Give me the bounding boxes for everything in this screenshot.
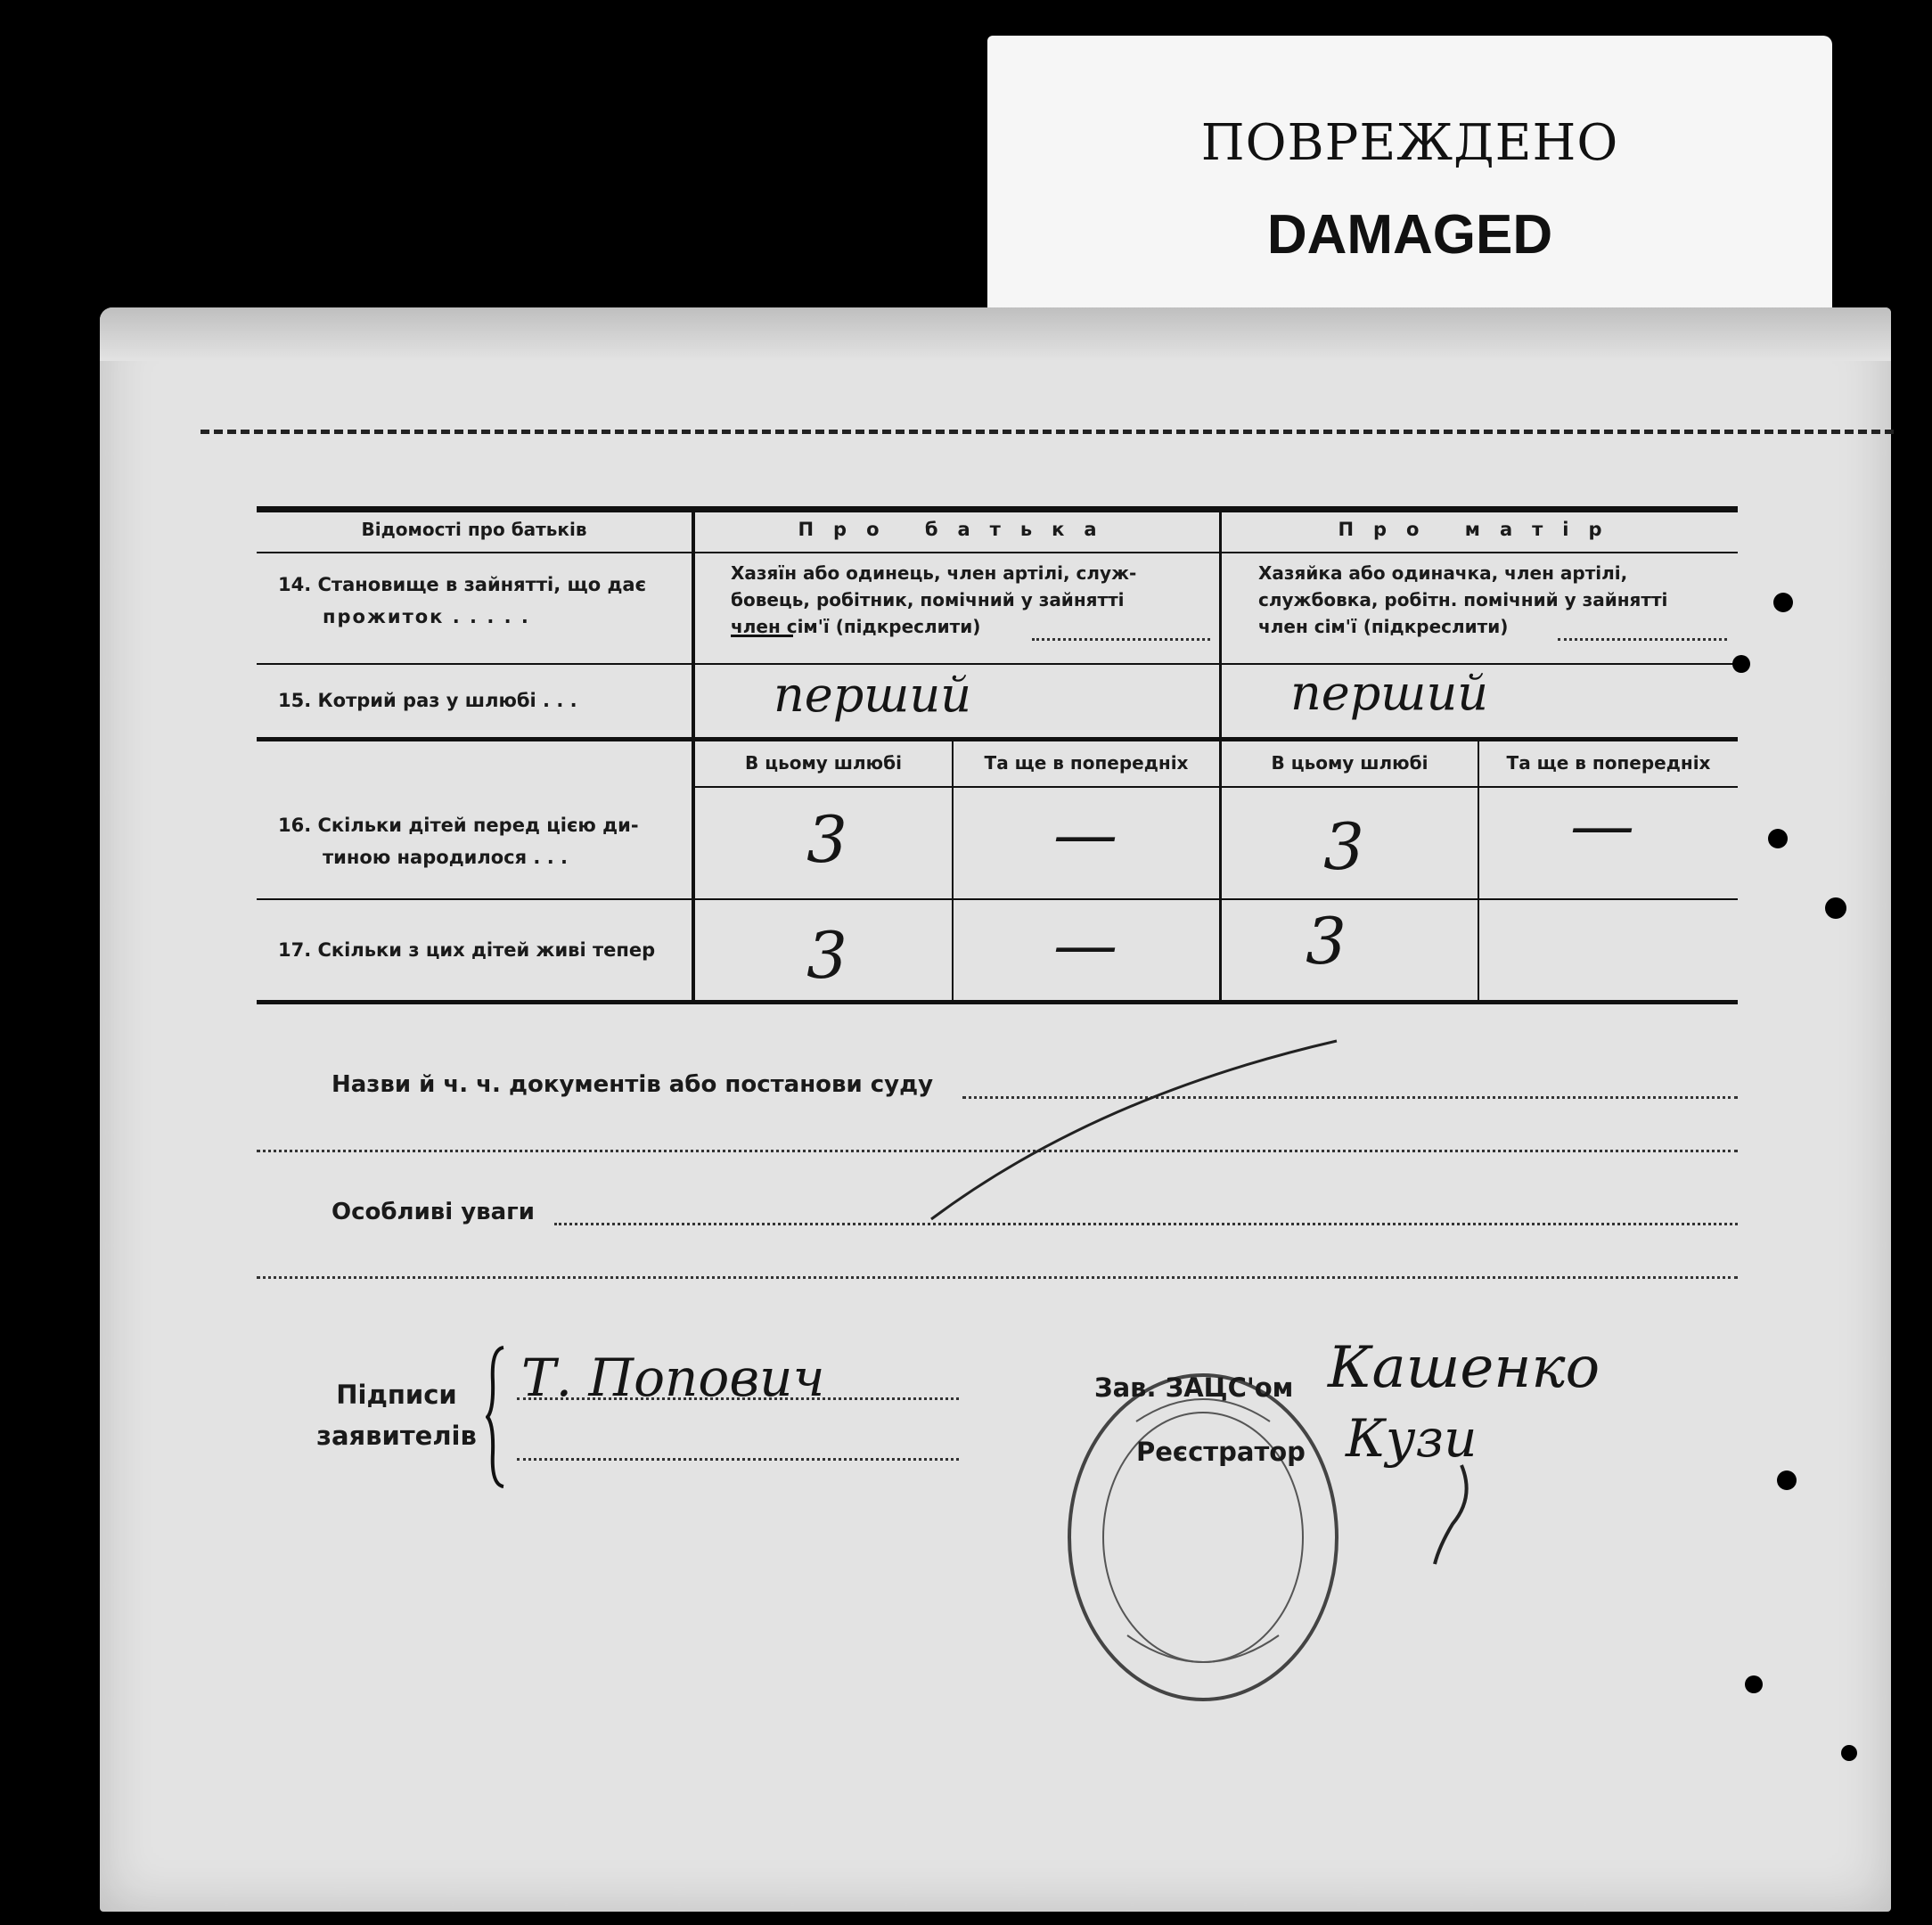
damaged-label-ru: ПОВРЕЖДЕНО: [1200, 114, 1619, 172]
head-signature: Кашенко: [1328, 1335, 1600, 1401]
damaged-label-card: [987, 36, 1832, 330]
row16-rule: [257, 898, 1738, 900]
perforation-line: [201, 430, 1894, 434]
applicants-label-line1: Підписи: [336, 1380, 457, 1410]
row14-mother-line1: Хазяйка або одиначка, член артілі,: [1258, 562, 1628, 584]
binding-hole: [1745, 1675, 1763, 1693]
applicant-sig-dotline-2: [517, 1458, 959, 1461]
row14-mother-line3: член сім'ї (підкреслити): [1258, 616, 1509, 637]
header-father: Про батька: [798, 519, 1117, 540]
row14-father-line1: Хазяїн або одинець, член артілі, служ-: [731, 562, 1137, 584]
applicants-brace-icon: [486, 1346, 505, 1488]
registrar-signature-tail: [1390, 1462, 1488, 1569]
notes-label: Особливі уваги: [332, 1199, 535, 1225]
row14-father-line3: член сім'ї (підкреслити): [731, 616, 981, 637]
row14-label-line1: 14. Становище в зайнятті, що дає: [278, 574, 647, 595]
subheader-father-this: В цьому шлюбі: [745, 752, 902, 774]
row17-father-prev: —: [1053, 907, 1117, 982]
subheader-mother-prev: Та ще в попередніх: [1506, 752, 1711, 774]
father-underline-mark: [731, 635, 793, 637]
row14-mother-line2: службовка, робітн. помічний у зайнятті: [1258, 589, 1668, 610]
row16-label-line2: тиною народилося . . .: [323, 847, 568, 868]
applicant-signature: Т. Попович: [521, 1348, 825, 1408]
binding-hole: [1841, 1745, 1857, 1761]
subheader-mother-this: В цьому шлюбі: [1271, 752, 1429, 774]
official-stamp: [1065, 1368, 1341, 1707]
row14-rule: [257, 663, 1738, 665]
row15-rule: [257, 737, 1738, 741]
applicants-label-line2: заявителів: [316, 1421, 477, 1451]
documents-label: Назви й ч. ч. документів або постанови суду: [332, 1071, 934, 1098]
cancel-stroke: [918, 1034, 1346, 1230]
row16-mother-this: 3: [1323, 809, 1364, 884]
row15-label: 15. Котрий раз у шлюбі . . .: [278, 690, 577, 711]
row16-mother-prev: —: [1570, 788, 1634, 863]
registrar-signature: Кузи: [1346, 1408, 1478, 1469]
header-mother: Про матір: [1338, 519, 1622, 540]
row16-label-line1: 16. Скільки дітей перед цією ди-: [278, 815, 639, 836]
binding-hole: [1773, 593, 1793, 612]
table-bottom-rule: [257, 1000, 1738, 1004]
sheet-top-edge: [100, 307, 1891, 361]
row15-father-handwritten: перший: [774, 667, 972, 723]
applicant-sig-dotline-1: [517, 1397, 959, 1400]
father-occupation-dotline: [1032, 638, 1210, 641]
row14-father-line2: бовець, робітник, помічний у зайнятті: [731, 589, 1125, 610]
table-top-rule: [257, 506, 1738, 512]
mother-occupation-dotline: [1558, 638, 1727, 641]
subheader-father-prev: Та ще в попередніх: [984, 752, 1189, 774]
registrar-label: Реєстратор: [1136, 1437, 1306, 1467]
row17-mother-this: 3: [1306, 904, 1347, 979]
binding-hole: [1825, 897, 1846, 919]
row15-mother-handwritten: перший: [1290, 665, 1489, 721]
row16-father-this: 3: [806, 802, 847, 877]
row17-father-this: 3: [806, 918, 847, 993]
row17-label: 17. Скільки з цих дітей живі тепер: [278, 939, 656, 961]
row14-label-line2: прожиток . . . . .: [323, 606, 530, 627]
row16-father-prev: —: [1053, 797, 1117, 872]
damaged-label-en: DAMAGED: [1266, 204, 1553, 266]
head-of-registry-label: Зав. ЗАЦС'ом: [1094, 1372, 1294, 1403]
binding-hole: [1732, 655, 1750, 673]
binding-hole: [1777, 1470, 1797, 1490]
header-parents-info: Відомості про батьків: [361, 519, 587, 540]
binding-hole: [1768, 829, 1788, 848]
header-rule: [257, 552, 1738, 553]
parents-info-table: [257, 506, 1738, 1005]
notes-dotline-2: [257, 1276, 1738, 1279]
